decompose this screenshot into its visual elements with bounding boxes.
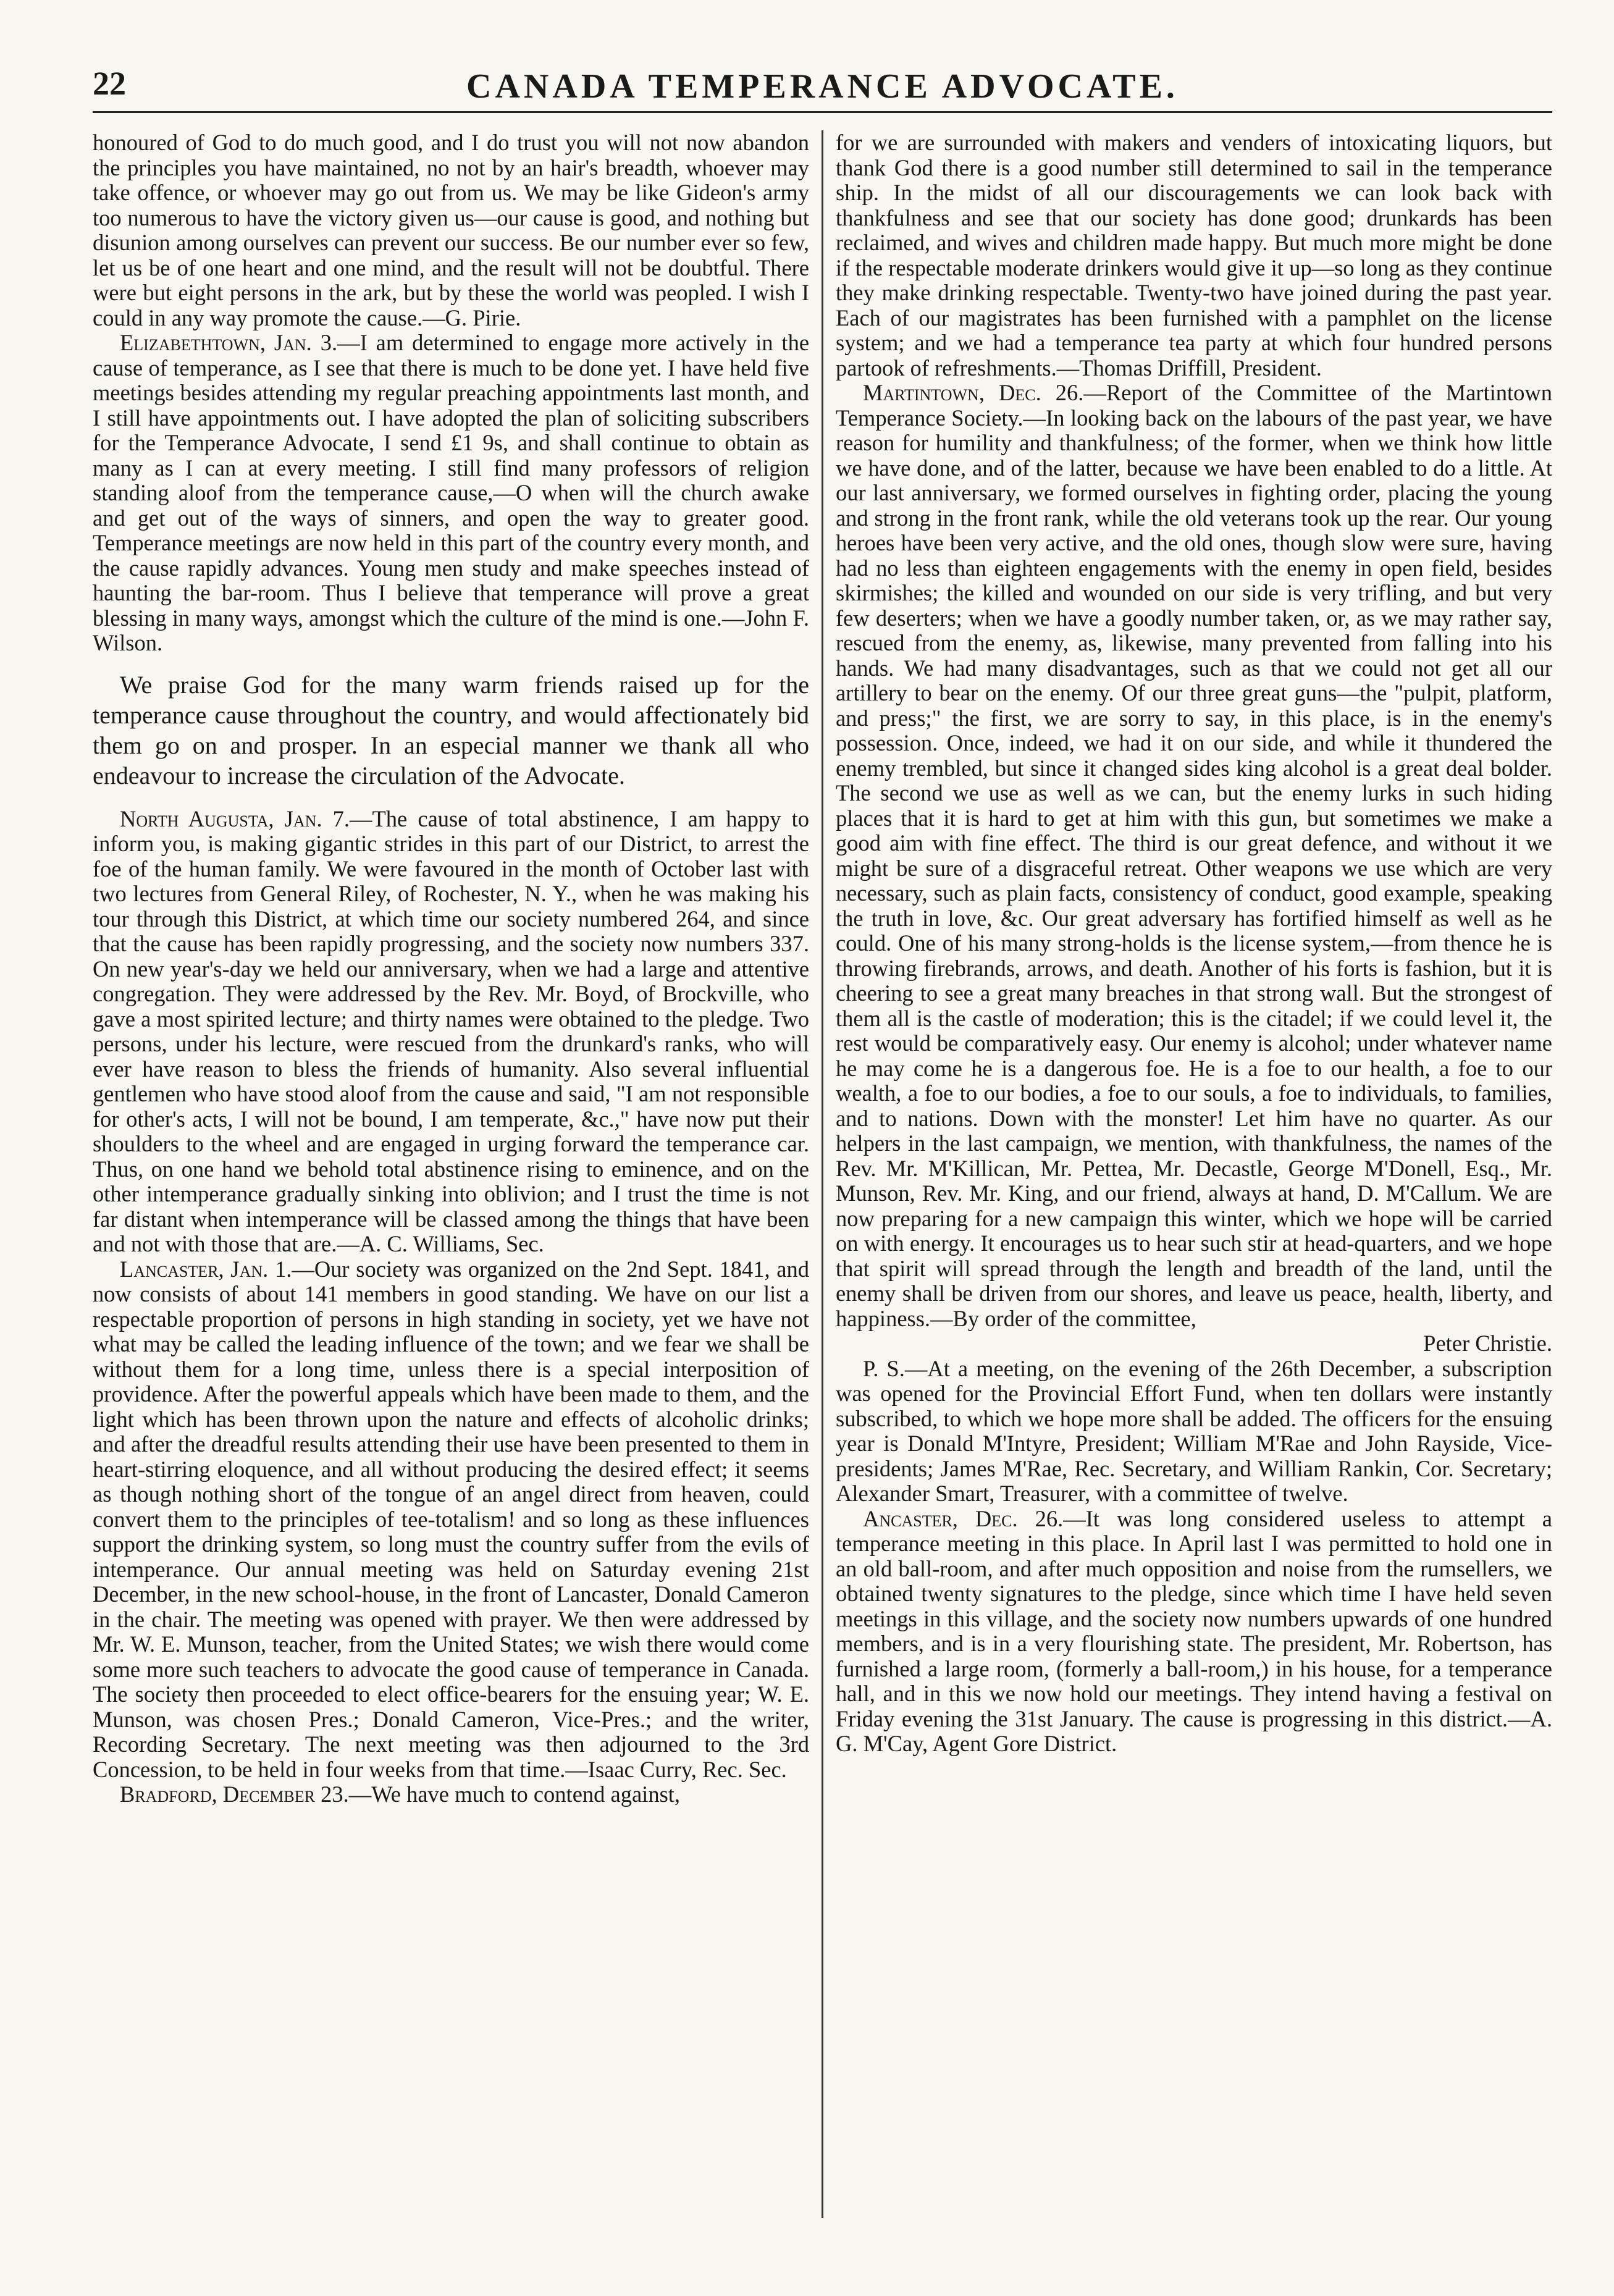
left-column (93, 130, 809, 2218)
signature-christie: Peter Christie. (1423, 1331, 1552, 1356)
right-column (836, 130, 1552, 2218)
postscript-martintown: P. S.—At a meeting, on the evening of the 26th December, a subscription was opened for the Provincial Effort Fund, when ten dollars were instantly subscribed, to which we hope more shall be added. The officers for the ensuing year is Donald M'Intyre, President; William M'Rae and John Rayside, Vice-presidents; James M'Rae, Rec. Secretary, and William Rankin, Cor. Secretary; Alexander Smart, Treasurer, with a committee of twelve. (835, 1355, 1552, 1506)
dateline-lancaster: Lancaster, Jan. 1. (120, 1256, 292, 1282)
letter-bradford (93, 1782, 809, 1807)
letter-north-augusta (93, 807, 809, 1257)
letter-lancaster-body: —Our society was organized on the 2nd Sept. 1841, and now consists of about 141 members in good standing. We have on our list a respectable proportion of persons in high standing in society, yet we have not what may be called the leading influence of the town; and we fear we shall be without them for a long time, unless there is a special interposition of providence. After the powerful appeals which have been made to them, and the light which has been thrown upon the nature and effects of alcoholic drinks; and after the dreadful results attending their use have been presented to them in heart-stirring eloquence, and all without producing the desired effect; it seems as though nothing short of the tongue of an angel direct from heaven, could convert them to the principles of tee-totalism! and so long as these influences support the drinking system, so long must the country suffer from the evils of intemperance. Our annual meeting was held on Saturday evening 21st December, in the new school-house, in the front of Lancaster, Donald Cameron in the chair. The meeting was opened with prayer. We then were addressed by Mr. W. E. Munson, teacher, from the United States; we wish there would come some more such teachers to advocate the good cause of temperance in Canada. The society then proceeded to elect office-bearers for the ensuing year; W. E. Munson, was chosen Pres.; Donald Cameron, Vice-Pres.; and the writer, Recording Secretary. The next meeting was then adjourned to the 3rd Concession, to be held in four weeks from that time.—Isaac Curry, Rec. Sec. (93, 1256, 810, 1782)
dateline-elizabethtown: Elizabethtown, Jan. 3. (120, 330, 338, 355)
dateline-ancaster: Ancaster, Dec. 26. (862, 1505, 1064, 1531)
letter-ancaster (836, 1507, 1552, 1757)
article-columns (93, 130, 1552, 2218)
page-number: 22 (93, 65, 126, 102)
letter-bradford-body: —We have much to contend against, (348, 1781, 681, 1807)
letter-martintown (836, 381, 1552, 1331)
letter-ancaster-body: —It was long considered useless to attempt a temperance meeting in this place. In April last I was permitted to hold one in an old ball-room, and after much opposition and noise from the rumsellers, we obtained twenty signatures to the pledge, since which time I have held seven meetings in this village, and the society now numbers upwards of one hundred members, and is in a very flourishing state. The president, Mr. Robertson, has furnished a large room, (formerly a ball-room,) in his house, for a temperance hall, and in this we now hold our meetings. They intend having a festival on Friday evening the 31st January. The cause is progressing in this district.—A. G. M'Cay, Agent Gore District. (835, 1505, 1552, 1756)
letter-elizabethtown-body: —I am determined to engage more actively in the cause of temperance, as I see that there is much to be done yet. I have held five meetings besides attending my regular preaching appointments last month, and I still have appointments out. I have adopted the plan of soliciting subscribers for the Temperance Advocate, I send £1 9s, and shall continue to obtain as many as I can at every meeting. I still find many professors of religion standing aloof from the temperance cause,—O when will the church awake and get out of the ways of sinners, and open the way to greater good. Temperance meetings are now held in this part of the country every month, and the cause rapidly advances. Young men study and make speeches instead of haunting the bar-room. Thus I believe that temperance will prove a great blessing in many ways, amongst which the culture of the mind is one.—John F. Wilson. (93, 330, 810, 655)
letter-north-augusta-body: —The cause of total abstinence, I am happy to inform you, is making gigantic strides in this part of our District, to arrest the foe of the human family. We were favoured in the month of October last with two lectures from General Riley, of Rochester, N. Y., when he was making his tour through this District, at which time our society numbered 264, and since that the cause has been rapidly progressing, and the society now numbers 337. On new year's-day we held our anniversary, when we had a large and attentive congregation. They were addressed by the Rev. Mr. Boyd, of Brockville, who gave a most spirited lecture; and thirty names were obtained to the pledge. Two persons, under his lecture, were rescued from the drunkard's ranks, who will ever have reason to bless the friends of humanity. Also several influential gentlemen who have stood aloof from the cause and said, "I am not responsible for other's acts, I will not be bound, I am temperate, &c.," have now put their shoulders to the wheel and are engaged in urging forward the temperance car. Thus, on one hand we behold total abstinence rising to eminence, and on the other intemperance gradually sinking into oblivion; and I trust the time is not far distant when intemperance will be classed among the things that have been and not with those that are.—A. C. Williams, Sec. (93, 805, 810, 1256)
column-divider (822, 130, 823, 2218)
letter-bradford-continued: for we are surrounded with makers and venders of intoxicating liquors, but thank God there is a good number still determined to sail in the temperance ship. In the midst of all our discouragements we can look back with thankfulness and see that our society has done good; drunkards has been reclaimed, and wives and children made happy. But much more might be done if the respectable moderate drinkers would give it up—so long as they continue they make drinking respectable. Twenty-two have joined during the past year. Each of our magistrates has been furnished with a pamphlet on the license system; and we had a temperance tea party at which four hundred persons partook of refreshments.—Thomas Driffill, President. (835, 130, 1552, 381)
page-header (93, 62, 1552, 113)
letter-martintown-body: —Report of the Committee of the Martintown Temperance Society.—In looking back on the labours of the past year, we have reason for humility and thankfulness; of the former, when we think how little we have done, and of the latter, because we have been enabled to do a little. At our last anniversary, we formed ourselves in fighting order, placing the young and strong in the front rank, while the old veterans took up the rear. Our young heroes have been very active, and the old ones, though slow were sure, having had no less than eighteen engagements with the enemy in open field, besides skirmishes; the killed and wounded on our side is very trifling, and but very few deserters; when we have a goodly number taken, or, as we may rather say, rescued from the enemy, as, likewise, many prevented from falling into his hands. We had many disadvantages, such as that we could not get all our artillery to bear on the enemy. Of our three great guns—the "pulpit, platform, and press;" the first, we are sorry to say, in this place, is in the enemy's possession. Once, indeed, we had it on our side, and while it thundered the enemy trembled, but since it changed sides king alcohol is a great deal bolder. The second we use as well as we can, but the enemy lurks in such hiding places that it is hard to get at him with this gun, but sometimes we make a good aim with fine effect. The third is our great defence, and without it we might be sure of a disgraceful retreat. Other weapons we use which are very necessary, such as plain facts, consistency of conduct, good example, speaking the truth in love, &c. Our great adversary has fortified himself as well as he could. One of his many strong-holds is the license system,—from thence he is throwing firebrands, arrows, and death. Another of his forts is fashion, but it is cheering to see a great many breaches in that strong wall. But the strongest of them all is the castle of moderation; this is the citadel; if we could level it, the rest would be comparatively easy. Our enemy is alcohol; under whatever name he may come he is a dangerous foe. He is a foe to our health, a foe to our wealth, a foe to our bodies, a foe to our souls, a foe to individuals, to families, and to nations. Down with the monster! Let him have no quarter. As our helpers in the last campaign, we mention, with thankfulness, the names of the Rev. Mr. M'Killican, Mr. Pettea, Mr. Decastle, George M'Donell, Esq., Mr. Munson, Rev. Mr. King, and our friend, always at hand, D. M'Callum. We are now preparing for a new campaign this winter, which we hope will be carried on with energy. It encourages us to hear such stir at head-quarters, and we hope that spirit will spread through the length and breadth of the land, until the enemy shall be driven from our shores, and leave us peace, health, liberty, and happiness.—By order of the committee, (835, 380, 1552, 1331)
dateline-north-augusta: North Augusta, Jan. 7. (120, 805, 350, 831)
letter-pirie: honoured of God to do much good, and I do trust you will not now abandon the principles you have maintained, no not by an hair's breadth, whoever may take offence, or whoever may go out from us. We may be like Gideon's army too numerous to have the victory given us—our cause is good, and nothing but disunion among ourselves can prevent our success. Be our number ever so few, let us be of one heart and one mind, and the result will not be doubtful. There were but eight persons in the ark, but by these the world was peopled. I wish I could in any way promote the cause.—G. Pirie. (93, 130, 810, 330)
editorial-note: We praise God for the many warm friends raised up for the temperance cause throughout the country, and would affectionately bid them go on and prosper. In an especial manner we thank all who endeavour to increase the circulation of the Advocate. (93, 670, 810, 789)
dateline-martintown: Martintown, Dec. 26. (862, 380, 1084, 405)
dateline-bradford: Bradford, December 23. (120, 1781, 349, 1807)
journal-title: CANADA TEMPERANCE ADVOCATE. (466, 67, 1179, 106)
letter-lancaster (93, 1257, 809, 1783)
letter-elizabethtown (93, 330, 809, 656)
